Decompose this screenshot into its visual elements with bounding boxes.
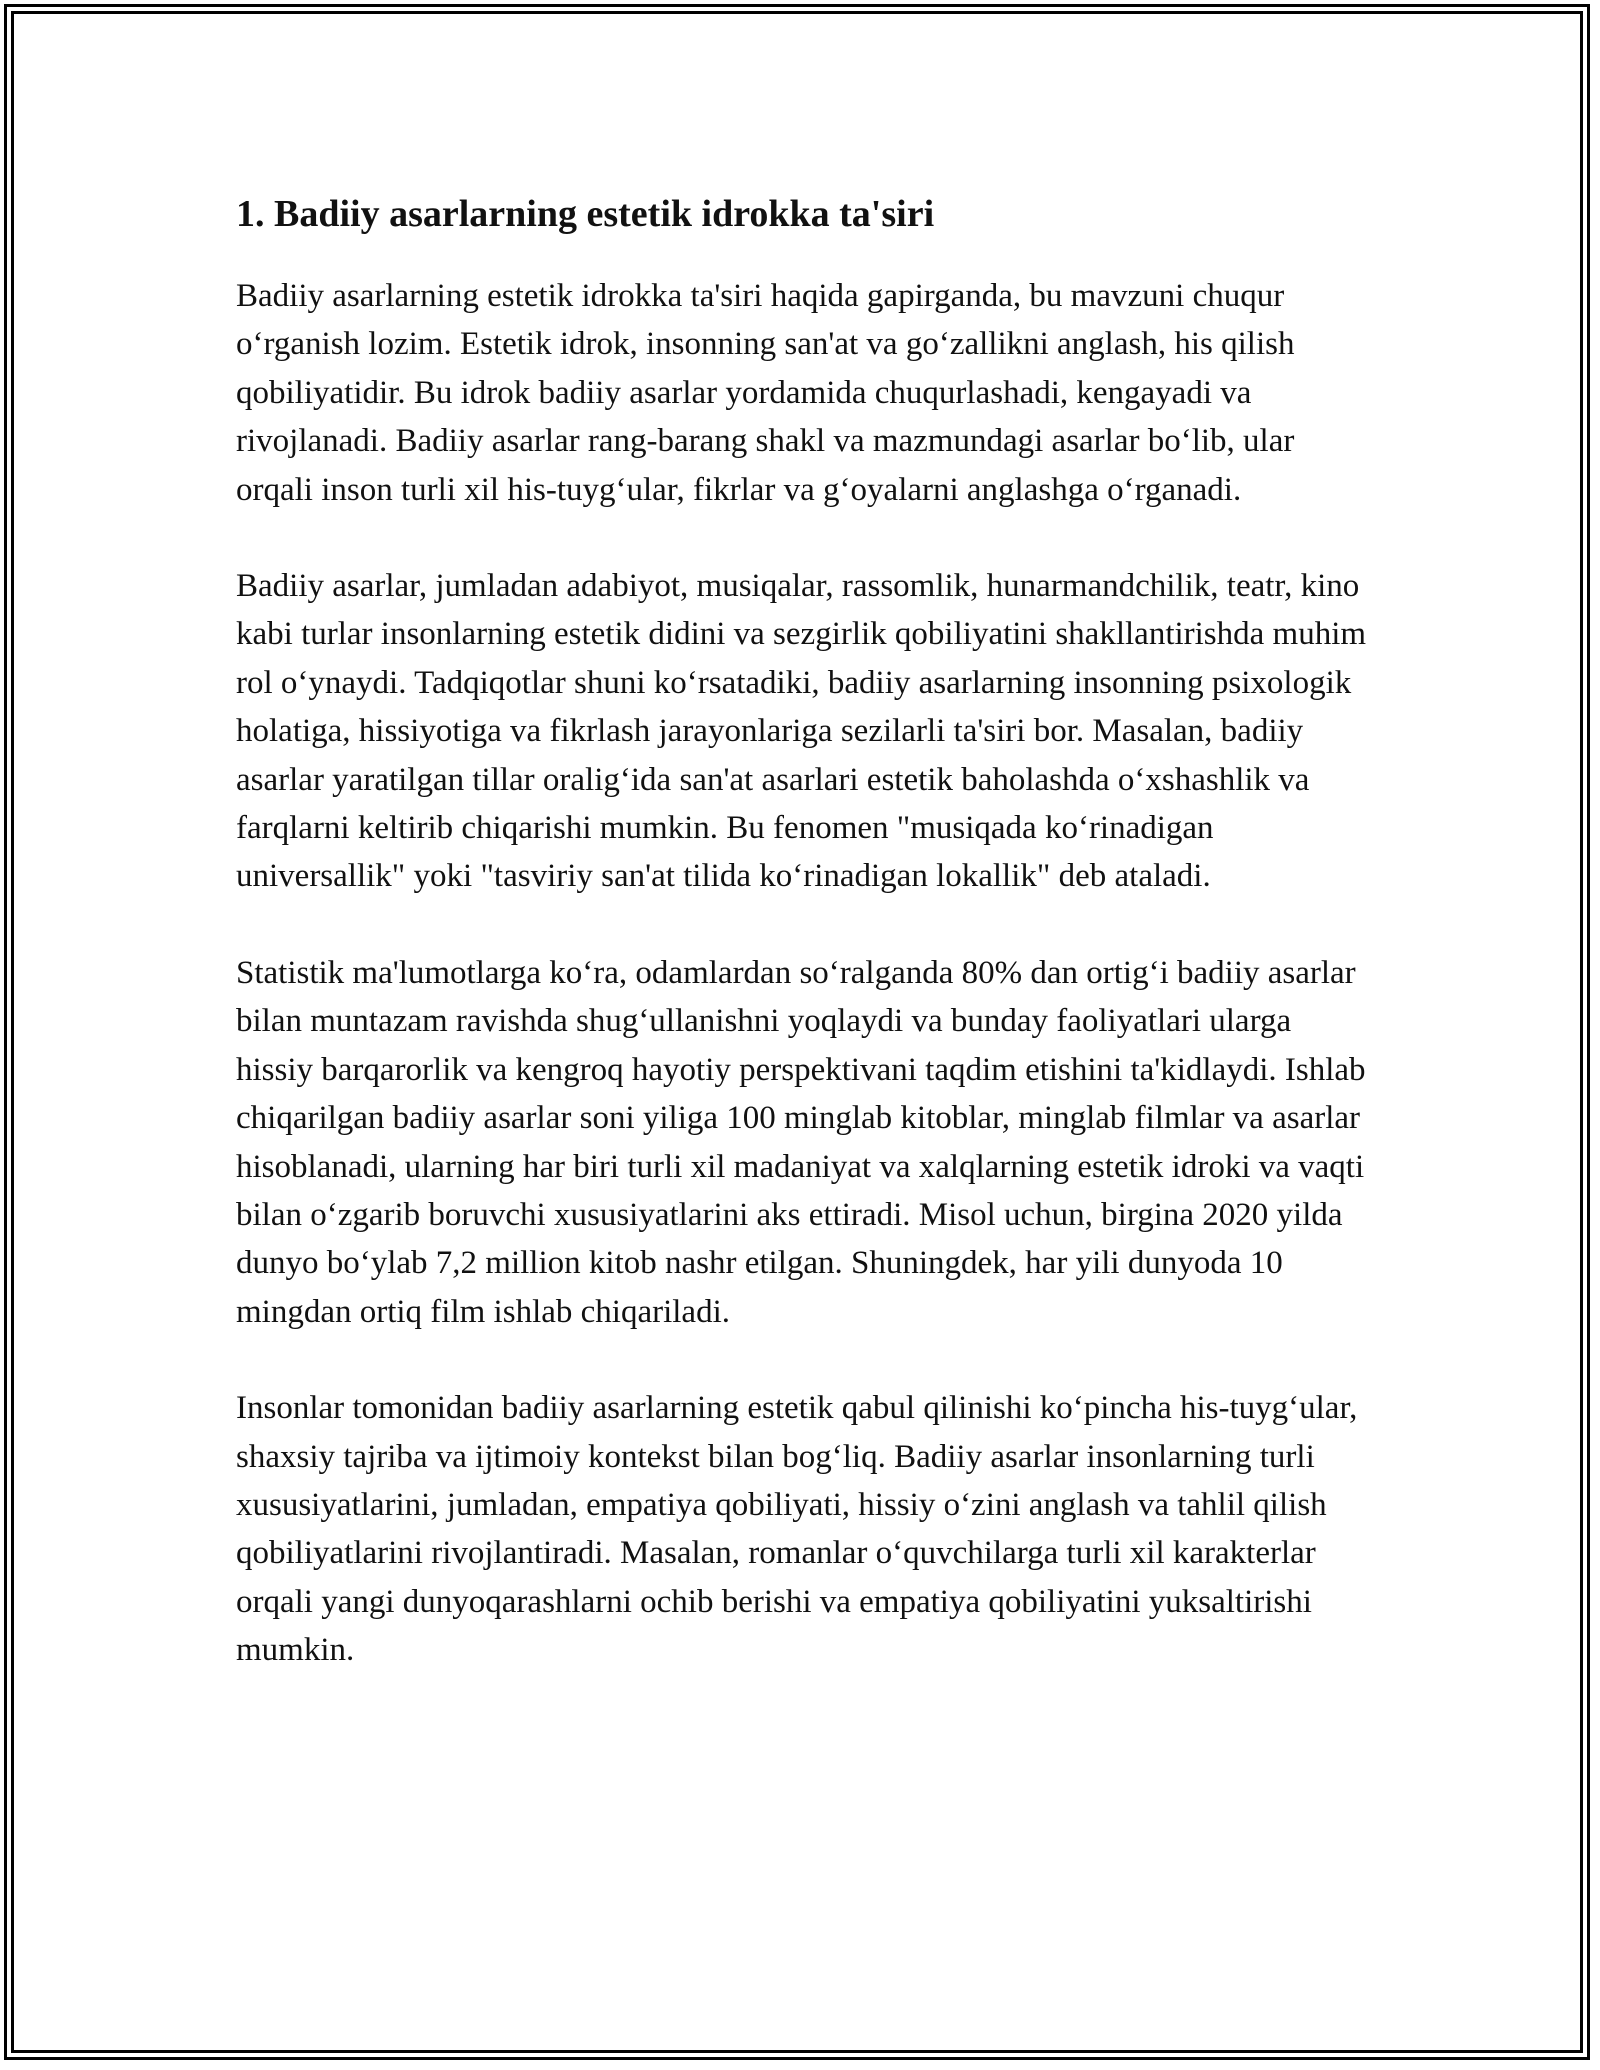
- document-body: [236, 184, 1376, 1723]
- paragraph-1: Badiiy asarlarning estetik idrokka ta'siri haqida gapirganda, bu mavzuni chuqur o‘rganish lozim. Estetik idrok, insonning san'at va go‘zallikni anglash, his qilish qobiliyatidir. Bu idrok badiiy asarlar yordamida chuqurlashadi, kengayadi va rivojlanadi. Badiiy asarlar rang-barang shakl va mazmundagi asarlar bo‘lib, ular orqali inson turli xil his-tuyg‘ular, fikrlar va g‘oyalarni anglashga o‘rganadi.: [236, 278, 1295, 508]
- section-heading: 1. Badiiy asarlarning estetik idrokka ta'siri: [236, 193, 935, 235]
- paragraph-4: Insonlar tomonidan badiiy asarlarning estetik qabul qilinishi ko‘pincha his-tuyg‘ular, shaxsiy tajriba va ijtimoiy kontekst bilan bog‘liq. Badiiy asarlar insonlarning turli xususiyatlarini, jumladan, empatiya qobiliyati, hissiy o‘zini anglash va tahlil qilish qobiliyatlarini rivojlantiradi. Masalan, romanlar o‘quvchilarga turli xil karakterlar orqali yangi dunyoqarashlarni ochib berishi va empatiya qobiliyatini yuksaltirishi mumkin.: [236, 1390, 1358, 1669]
- paragraph-2: Badiiy asarlar, jumladan adabiyot, musiqalar, rassomlik, hunarmandchilik, teatr, kino kabi turlar insonlarning estetik didini va sezgirlik qobiliyatini shakllantirishda muhim rol o‘ynaydi. Tadqiqotlar shuni ko‘rsatadiki, badiiy asarlarning insonning psixologik holatiga, hissiyotiga va fikrlash jarayonlariga sezilarli ta'siri bor. Masalan, badiiy asarlar yaratilgan tillar oralig‘ida san'at asarlari estetik baholashda o‘xshashlik va farqlarni keltirib chiqarishi mumkin. Bu fenomen "musiqada ko‘rinadigan universallik" yoki "tasviriy san'at tilida ko‘rinadigan lokallik" deb ataladi.: [236, 568, 1367, 895]
- paragraph-3: Statistik ma'lumotlarga ko‘ra, odamlardan so‘ralganda 80% dan ortig‘i badiiy asarlar bilan muntazam ravishda shug‘ullanishni yoqlaydi va bunday faoliyatlari ularga hissiy barqarorlik va kengroq hayotiy perspektivani taqdim etishini ta'kidlaydi. Ishlab chiqarilgan badiiy asarlar soni yiliga 100 minglab kitoblar, minglab filmlar va asarlar hisoblanadi, ularning har biri turli xil madaniyat va xalqlarning estetik idroki va vaqti bilan o‘zgarib boruvchi xususiyatlarini aks ettiradi. Misol uchun, birgina 2020 yilda dunyo bo‘ylab 7,2 million kitob nashr etilgan. Shuningdek, har yili dunyoda 10 mingdan ortiq film ishlab chiqariladi.: [236, 954, 1366, 1330]
